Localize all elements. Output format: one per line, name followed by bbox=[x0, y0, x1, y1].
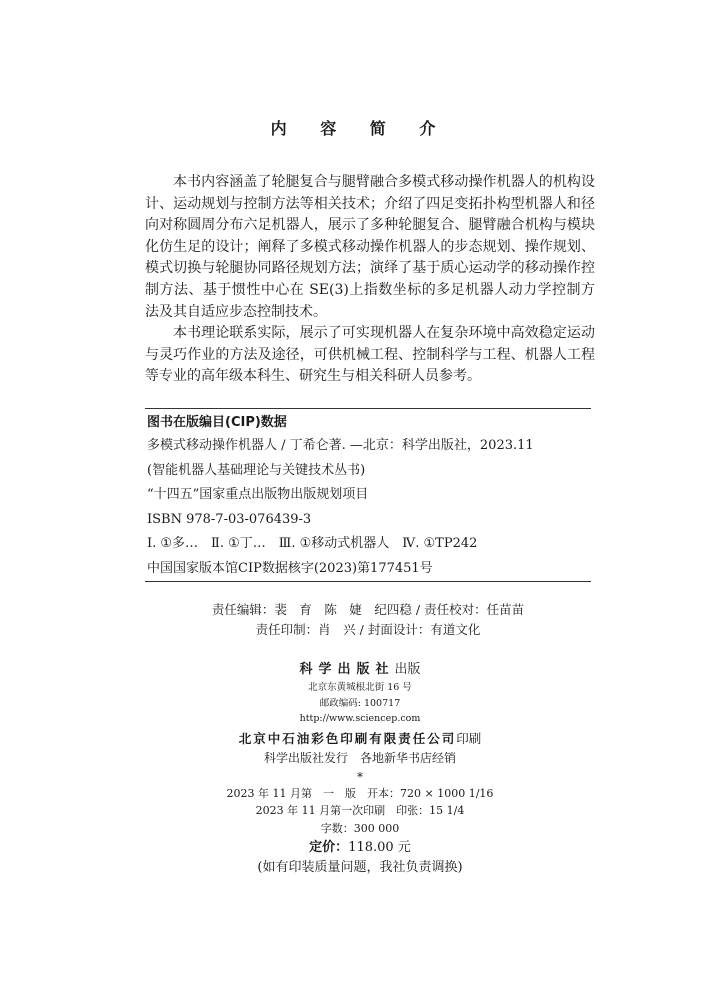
content-summary bbox=[145, 172, 595, 388]
cip-heading: 图书在版编目(CIP)数据 bbox=[147, 415, 287, 430]
responsibility-credits bbox=[145, 600, 591, 640]
page-title: 内 容 简 介 bbox=[270, 119, 450, 138]
edition-line: 2023 年 11 月第 一 版 开本：720 × 1000 1/16 bbox=[226, 786, 494, 800]
separator-star: * bbox=[357, 769, 363, 784]
cip-line-series: (智能机器人基础理论与关键技术丛书) bbox=[147, 462, 366, 478]
cip-line-classification: Ⅰ. ①多… Ⅱ. ①丁… Ⅲ. ①移动式机器人 Ⅳ. ①TP242 bbox=[147, 536, 478, 551]
printer-line bbox=[0, 729, 720, 749]
summary-paragraph-1: 本书内容涵盖了轮腿复合与腿臂融合多模式移动操作机器人的机构设计、运动规划与控制方法等相关技术；介绍了四足变拓扑构型机器人和径向对称圆周分布六足机器人，展示了多种轮腿复合、腿臂融合机构与模块化仿生足的设计；阐释了多模式移动操作机器人的步态规划、操作规划、模式切换与轮腿协同路径规划方法；演绎了基于质心运动学的移动操作控制方法、基于惯性中心在 SE(3)上指数坐标的多足机器人动力学控制方法及其自适应步态控制技术。 bbox=[145, 174, 595, 320]
printer-suffix: 印刷 bbox=[456, 730, 482, 746]
publisher-url: http://www.sciencep.com bbox=[299, 713, 421, 724]
credits-editors: 责任编辑：裴 育 陈 婕 纪四稳 / 责任校对：任苗苗 bbox=[211, 602, 525, 617]
cip-line-cip-number: 中国国家版本馆CIP数据核字(2023)第177451号 bbox=[147, 560, 433, 576]
distribution-line: 科学出版社发行 各地新华书店经销 bbox=[263, 750, 456, 765]
publication-info bbox=[0, 660, 720, 878]
publisher-line bbox=[0, 660, 720, 680]
price-value: 118.00 元 bbox=[348, 840, 411, 855]
printer-name: 北京中石油彩色印刷有限责任公司 bbox=[238, 730, 457, 746]
printing-line: 2023 年 11 月第一次印刷 印张：15 1/4 bbox=[255, 804, 465, 817]
publisher-address: 北京东黄城根北街 16 号 bbox=[308, 682, 412, 693]
price-label: 定价： bbox=[309, 840, 349, 855]
cip-line-author: 多模式移动操作机器人 / 丁希仑著. —北京：科学出版社，2023.11 bbox=[147, 438, 534, 453]
cip-data-block bbox=[145, 408, 591, 582]
credits-production: 责任印制：肖 兴 / 封面设计：有道文化 bbox=[255, 622, 481, 637]
publisher-postcode: 邮政编码: 100717 bbox=[319, 697, 401, 709]
publisher-suffix: 出版 bbox=[394, 662, 421, 677]
summary-paragraph-2: 本书理论联系实际，展示了可实现机器人在复杂环境中高效稳定运动与灵巧作业的方法及途径，可供机械工程、控制科学与工程、机器人工程等专业的高年级本科生、研究生与相关科研人员参考。 bbox=[145, 325, 595, 385]
wordcount-line: 字数：300 000 bbox=[320, 821, 400, 835]
price-line bbox=[0, 837, 720, 858]
publisher-name: 科学出版社 bbox=[299, 662, 395, 677]
cip-line-project: “十四五”国家重点出版物出版规划项目 bbox=[147, 487, 369, 502]
cip-line-isbn: ISBN 978-7-03-076439-3 bbox=[147, 511, 312, 527]
quality-notice: (如有印装质量问题，我社负责调换) bbox=[257, 860, 463, 875]
